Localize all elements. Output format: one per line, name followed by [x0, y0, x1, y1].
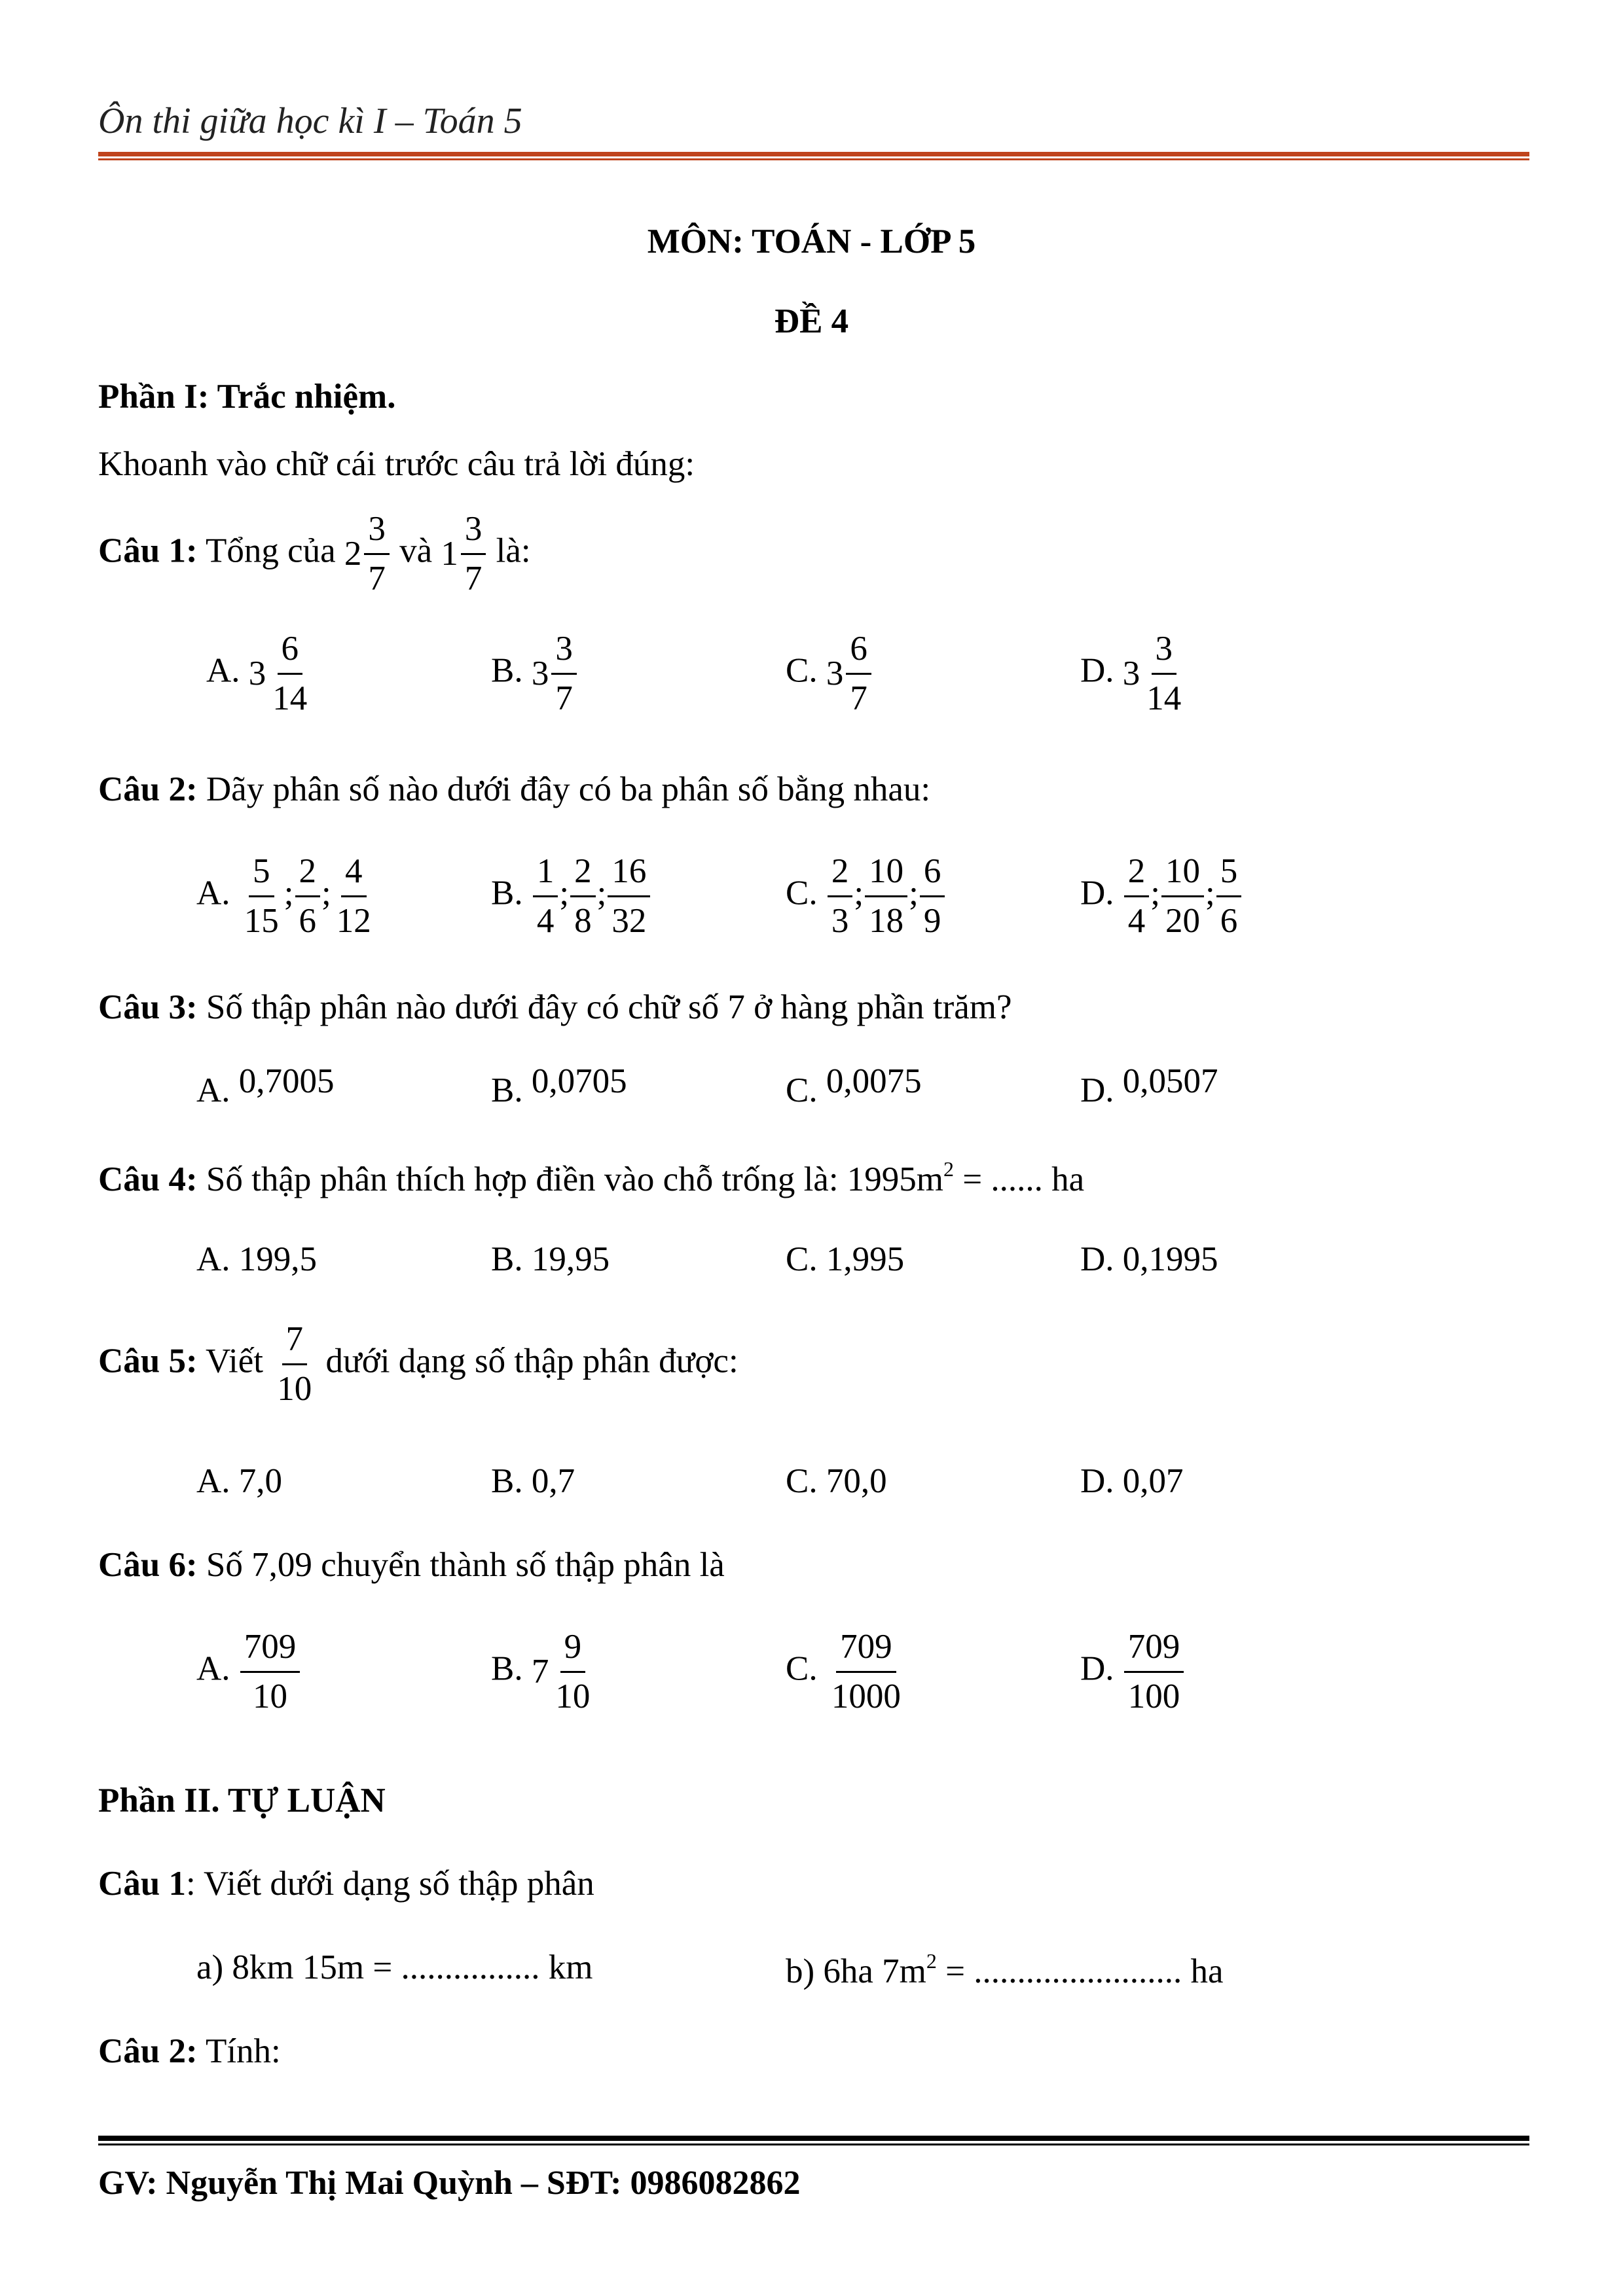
q1-m1-whole: 2 [344, 535, 362, 573]
option-fraction [570, 854, 596, 939]
exam-title: ĐỀ 4 [774, 302, 849, 340]
option-fraction [846, 632, 871, 716]
denominator: 8 [574, 902, 592, 940]
option-fraction [920, 854, 945, 939]
numerator: 3 [461, 512, 486, 555]
option-letter: C. [786, 1071, 818, 1109]
header-rule-thin [98, 158, 1529, 160]
q3-label: Câu 3: [98, 988, 198, 1026]
q3-line [98, 990, 1012, 1025]
q5-fraction [273, 1322, 316, 1407]
option-value: 70,0 [826, 1462, 887, 1500]
option-fraction [240, 1630, 301, 1714]
option-fraction [1124, 1630, 1184, 1714]
numerator: 10 [865, 854, 907, 897]
denominator: 14 [272, 679, 308, 717]
option-letter: B. [491, 1462, 523, 1500]
p2-c1-line [98, 1867, 594, 1901]
option-letter: C. [786, 1462, 818, 1500]
q1-option-c[interactable] [786, 632, 873, 716]
page-header: Ôn thi giữa học kì I – Toán 5 [98, 101, 522, 141]
separator: ; [909, 874, 919, 912]
q6-option-a[interactable] [196, 1630, 301, 1714]
numerator: 6 [278, 632, 303, 675]
separator: ; [854, 874, 864, 912]
q1-line [98, 512, 531, 596]
numerator: 2 [570, 854, 596, 897]
option-value: 0,0705 [531, 1062, 627, 1100]
option-value: 0,1995 [1122, 1240, 1218, 1278]
numerator: 6 [846, 632, 871, 675]
q5-label: Câu 5: [98, 1342, 198, 1380]
denominator: 3 [831, 902, 849, 940]
option-fraction [1216, 854, 1242, 939]
denominator: 7 [850, 679, 867, 717]
option-letter: C. [786, 874, 818, 912]
option-fraction [1161, 854, 1204, 939]
denominator: 15 [244, 902, 279, 940]
p2-c1-label: Câu 1 [98, 1865, 187, 1903]
option-fraction [608, 854, 650, 939]
option-letter: A. [196, 1240, 230, 1278]
option-whole: 3 [826, 655, 844, 692]
numerator: 3 [551, 632, 577, 675]
denominator: 20 [1165, 902, 1201, 940]
q1-text-c: là: [496, 531, 531, 570]
p2-c1-b-sup: 2 [926, 1949, 937, 1973]
numerator: 5 [1216, 854, 1242, 897]
option-letter: C. [786, 1649, 818, 1688]
q3-option-b[interactable] [491, 1062, 627, 1109]
q3-option-d[interactable] [1080, 1062, 1218, 1109]
instruction: Khoanh vào chữ cái trước câu trả lời đúng: [98, 445, 695, 483]
q6-option-c[interactable] [786, 1630, 906, 1714]
q2-option-c[interactable] [786, 854, 946, 939]
option-value: 7,0 [238, 1462, 283, 1500]
option-fraction [551, 632, 577, 716]
q1-m1-fraction [364, 512, 390, 596]
numerator: 10 [1161, 854, 1204, 897]
q1-label: Câu 1: [98, 531, 198, 570]
separator: ; [559, 874, 570, 912]
q2-label: Câu 2: [98, 770, 198, 808]
q2-line [98, 772, 930, 807]
footer-rule [98, 2136, 1529, 2141]
numerator: 7 [282, 1322, 308, 1365]
numerator: 9 [560, 1630, 586, 1673]
option-fraction [533, 854, 558, 939]
option-fraction [268, 632, 311, 716]
denominator: 7 [368, 560, 386, 598]
option-value: 0,7005 [238, 1062, 335, 1100]
q4-tail: = ...... ha [954, 1160, 1085, 1198]
q1-option-d[interactable] [1080, 632, 1186, 716]
numerator: 5 [249, 854, 274, 897]
q1-text-a: Tổng của [205, 531, 336, 570]
q4-option-c[interactable] [786, 1242, 904, 1277]
p2-c2-text: Tính: [197, 2032, 281, 2070]
option-whole: 7 [531, 1653, 549, 1691]
q5-text-a: Viết [205, 1342, 264, 1380]
option-fraction [551, 1630, 594, 1714]
p2-c1-a[interactable]: a) 8km 15m = ................ km [196, 1948, 593, 1986]
denominator: 6 [299, 902, 317, 940]
denominator: 9 [923, 902, 941, 940]
p2-c2-label: Câu 2: [98, 2032, 198, 2070]
option-letter: D. [1080, 1462, 1114, 1500]
option-fraction [1142, 632, 1185, 716]
q1-text-b: và [399, 531, 433, 570]
denominator: 10 [253, 1677, 288, 1715]
denominator: 4 [1127, 902, 1146, 940]
header-rule [98, 152, 1529, 156]
option-letter: A. [196, 1462, 230, 1500]
option-letter: B. [491, 1240, 523, 1278]
page-footer: GV: Nguyễn Thị Mai Quỳnh – SĐT: 0986082862 [98, 2164, 801, 2202]
denominator: 4 [536, 902, 555, 940]
q1-m2-whole: 1 [441, 535, 458, 573]
part2-heading: Phần II. TỰ LUẬN [98, 1782, 386, 1820]
q4-option-d[interactable] [1080, 1242, 1218, 1277]
q6-line [98, 1548, 725, 1583]
option-fraction [333, 854, 375, 939]
numerator: 709 [1124, 1630, 1184, 1673]
footer-rule-thin [98, 2144, 1529, 2145]
option-fraction [295, 854, 321, 939]
option-letter: A. [196, 1071, 230, 1109]
numerator: 6 [920, 854, 945, 897]
denominator: 100 [1127, 1677, 1180, 1715]
separator: ; [283, 874, 294, 912]
numerator: 709 [240, 1630, 301, 1673]
q2-option-d[interactable] [1080, 854, 1243, 939]
denominator: 7 [464, 560, 483, 598]
q5-line [98, 1322, 739, 1407]
subject-title: MÔN: TOÁN - LỚP 5 [647, 223, 976, 260]
option-letter: C. [786, 1240, 818, 1278]
option-letter: A. [196, 874, 230, 912]
numerator: 4 [341, 854, 367, 897]
option-whole: 3 [248, 655, 266, 692]
numerator: 16 [608, 854, 650, 897]
p2-c1-b-pre: b) 6ha 7m [786, 1952, 926, 1990]
option-value: 0,07 [1122, 1462, 1184, 1500]
p2-c1-b-post: = ........................ ha [936, 1952, 1224, 1990]
separator: ; [1205, 874, 1215, 912]
p2-c1-text: : Viết dưới dạng số thập phân [186, 1865, 594, 1903]
q6-option-b[interactable] [491, 1630, 595, 1714]
denominator: 12 [336, 902, 371, 940]
q3-option-c[interactable] [786, 1062, 922, 1109]
option-letter: D. [1080, 874, 1114, 912]
q4-text: Số thập phân thích hợp điền vào chỗ trống là: 1995m [206, 1160, 944, 1198]
q5-option-d[interactable] [1080, 1464, 1184, 1499]
option-letter: A. [196, 1649, 230, 1688]
q1-option-a[interactable] [206, 632, 312, 716]
numerator: 2 [295, 854, 321, 897]
option-letter: B. [491, 874, 523, 912]
separator: ; [1150, 874, 1161, 912]
q5-option-c[interactable] [786, 1464, 887, 1499]
numerator: 709 [836, 1630, 896, 1673]
numerator: 2 [1124, 854, 1150, 897]
p2-c1-b[interactable] [786, 1950, 1224, 1989]
denominator: 7 [555, 679, 573, 717]
numerator: 2 [828, 854, 853, 897]
q3-option-a[interactable] [196, 1062, 335, 1109]
option-letter: B. [491, 1649, 523, 1688]
option-letter: D. [1080, 1649, 1114, 1688]
q1-m2-fraction [461, 512, 486, 596]
option-letter: D. [1080, 1240, 1114, 1278]
denominator: 32 [611, 902, 647, 940]
q1-option-b[interactable] [491, 632, 578, 716]
numerator: 1 [533, 854, 558, 897]
separator: ; [596, 874, 607, 912]
q4-option-b[interactable] [491, 1242, 610, 1277]
option-whole: 3 [531, 655, 549, 692]
q4-option-a[interactable] [196, 1242, 317, 1277]
option-value: 0,0075 [826, 1062, 922, 1100]
q2-option-b[interactable] [491, 854, 651, 939]
option-letter: B. [491, 651, 523, 690]
p2-c2-line [98, 2034, 281, 2069]
q5-text-b: dưới dạng số thập phân được: [325, 1342, 739, 1380]
option-letter: B. [491, 1071, 523, 1109]
denominator: 10 [555, 1677, 591, 1715]
part1-heading: Phần I: Trắc nhiệm. [98, 378, 396, 416]
option-fraction [865, 854, 907, 939]
numerator: 3 [364, 512, 390, 555]
option-value: 1,995 [826, 1240, 905, 1278]
q4-sup: 2 [943, 1157, 955, 1181]
option-value: 19,95 [531, 1240, 610, 1278]
option-letter: D. [1080, 1071, 1114, 1109]
denominator: 14 [1146, 679, 1182, 717]
q2-text: Dãy phân số nào dưới đây có ba phân số bằng nhau: [206, 770, 931, 808]
option-fraction [240, 854, 283, 939]
denominator: 10 [277, 1370, 312, 1408]
q5-option-b[interactable] [491, 1464, 575, 1499]
option-value: 0,7 [531, 1462, 575, 1500]
option-letter: A. [206, 651, 240, 690]
option-whole: 3 [1122, 655, 1140, 692]
separator: ; [321, 874, 331, 912]
denominator: 6 [1220, 902, 1238, 940]
option-value: 199,5 [238, 1240, 318, 1278]
q4-line [98, 1158, 1084, 1197]
option-fraction [828, 1630, 905, 1714]
option-fraction [1124, 854, 1150, 939]
q6-text: Số 7,09 chuyển thành số thập phân là [206, 1546, 725, 1584]
q2-option-a[interactable] [196, 854, 376, 939]
q6-label: Câu 6: [98, 1546, 198, 1584]
option-letter: D. [1080, 651, 1114, 690]
option-value: 0,0507 [1122, 1062, 1218, 1100]
option-fraction [828, 854, 853, 939]
denominator: 1000 [831, 1677, 901, 1715]
q3-text: Số thập phân nào dưới đây có chữ số 7 ở hàng phần trăm? [206, 988, 1012, 1026]
q4-label: Câu 4: [98, 1160, 198, 1198]
q6-option-d[interactable] [1080, 1630, 1185, 1714]
denominator: 18 [869, 902, 904, 940]
option-letter: C. [786, 651, 818, 690]
q5-option-a[interactable] [196, 1464, 282, 1499]
numerator: 3 [1152, 632, 1177, 675]
